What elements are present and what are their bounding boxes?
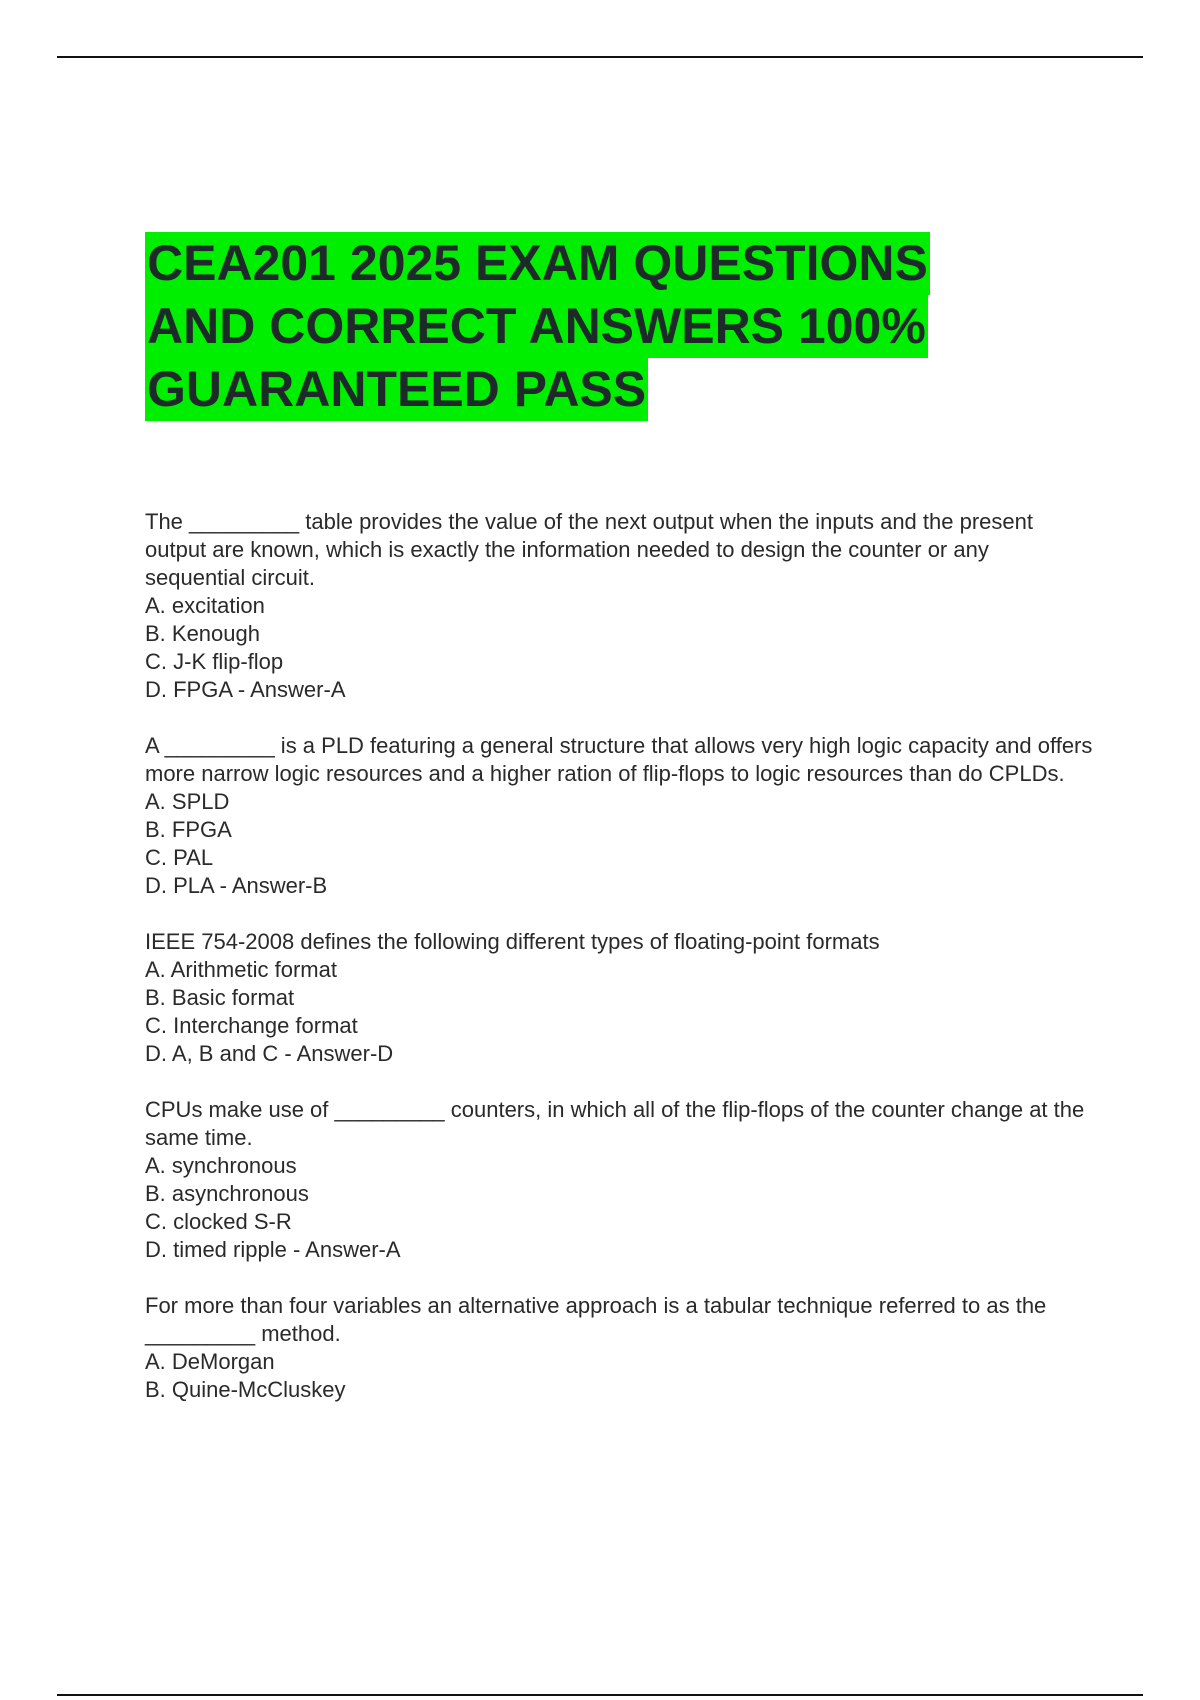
document-title (145, 232, 1045, 421)
question-5 (145, 1292, 1095, 1404)
question-1 (145, 508, 1095, 704)
answer-option: B. FPGA (145, 817, 232, 842)
answer-option: D. A, B and C - Answer-D (145, 1041, 394, 1066)
question-4 (145, 1096, 1095, 1264)
question-list (145, 508, 1095, 1432)
answer-option: D. PLA - Answer-B (145, 873, 328, 898)
question-2 (145, 732, 1095, 900)
answer-option: B. Quine-McCluskey (145, 1377, 346, 1402)
answer-option: B. Basic format (145, 985, 295, 1010)
answer-option: C. Interchange format (145, 1013, 358, 1038)
question-stem: CPUs make use of _________ counters, in which all of the flip-flops of the counter change at the same time. (145, 1097, 1085, 1150)
answer-option: A. excitation (145, 593, 265, 618)
answer-option: D. timed ripple - Answer-A (145, 1237, 401, 1262)
answer-option: C. PAL (145, 845, 214, 870)
answer-option: B. Kenough (145, 621, 260, 646)
answer-option: A. SPLD (145, 789, 230, 814)
answer-option: A. Arithmetic format (145, 957, 337, 982)
answer-option: C. clocked S-R (145, 1209, 292, 1234)
title-line: CEA201 2025 EXAM QUESTIONS (145, 232, 930, 295)
answer-option: C. J-K flip-flop (145, 649, 284, 674)
question-stem: The _________ table provides the value of the next output when the inputs and the present output are known, which is exactly the information needed to design the counter or any sequential circuit. (145, 509, 1033, 590)
question-stem: A _________ is a PLD featuring a general structure that allows very high logic capacity and offers more narrow logic resources and a higher ration of flip-flops to logic resources than do CPLDs. (145, 733, 1093, 786)
answer-option: B. asynchronous (145, 1181, 309, 1206)
bottom-rule (57, 1694, 1143, 1696)
question-3 (145, 928, 1095, 1068)
top-rule (57, 56, 1143, 58)
question-stem: IEEE 754-2008 defines the following different types of floating-point formats (145, 929, 880, 954)
answer-option: A. synchronous (145, 1153, 297, 1178)
title-line: AND CORRECT ANSWERS 100% (145, 295, 928, 358)
answer-option: A. DeMorgan (145, 1349, 275, 1374)
answer-option: D. FPGA - Answer-A (145, 677, 346, 702)
question-stem: For more than four variables an alternative approach is a tabular technique referred to as the _________ method. (145, 1293, 1047, 1346)
title-line: GUARANTEED PASS (145, 358, 648, 421)
